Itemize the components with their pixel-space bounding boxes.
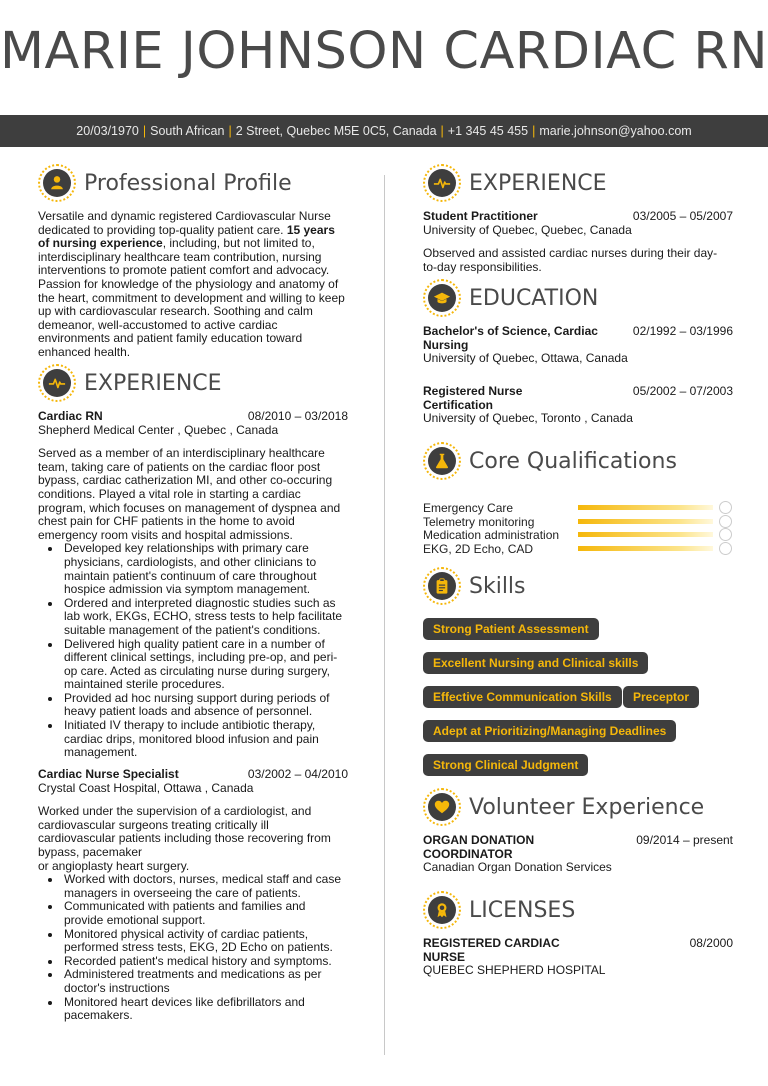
birth-date: 20/03/1970 (76, 124, 139, 138)
volunteer-entry (423, 834, 733, 875)
section-title: EDUCATION (469, 285, 599, 311)
person-icon (43, 169, 71, 197)
job-org: Crystal Coast Hospital, Ottawa , Canada (38, 780, 254, 795)
job-summary: Observed and assisted cardiac nurses during their day-to-day responsibilities. (423, 246, 718, 274)
education-dates: 02/1992 – 03/1996 (632, 324, 733, 338)
skill-tag: Effective Communication Skills (423, 686, 622, 708)
degree-title: Registered Nurse Certification (423, 384, 523, 412)
education-dates: 05/2002 – 07/2003 (632, 384, 733, 398)
qualification-label: EKG, 2D Echo, CAD (423, 541, 534, 556)
flask-icon (428, 447, 456, 475)
job-dates: 03/2002 – 04/2010 (247, 767, 348, 781)
job-header (38, 768, 348, 782)
degree-title: Bachelor's of Science, Cardiac Nursing (423, 324, 598, 352)
list-item: • Administered treatments and medications as per doctor's instructions (62, 968, 348, 995)
profile-summary (38, 210, 348, 360)
list-item: • Provided ad hoc nursing support during periods of heavy patient loads and absence of personnel. (62, 692, 348, 719)
qualification-end-dot (719, 528, 732, 541)
qualifications-heading (423, 441, 677, 481)
skill-tag: Strong Clinical Judgment (423, 754, 588, 776)
licenses-heading (423, 890, 575, 930)
job-org: University of Quebec, Quebec, Canada (423, 222, 632, 237)
education-entry (423, 385, 733, 426)
qualification-row (423, 528, 733, 542)
education-entry (423, 325, 733, 366)
separator: | (440, 124, 444, 138)
heart-icon (428, 793, 456, 821)
qualifications-list (423, 501, 733, 561)
skill-tag: Strong Patient Assessment (423, 618, 599, 640)
list-item: • Monitored physical activity of cardiac patients, performed stress tests, EKG, 2D Echo on patients. (62, 928, 348, 955)
qualification-bar (578, 505, 713, 510)
volunteer-org: Canadian Organ Donation Services (423, 860, 612, 875)
job-dates: 03/2005 – 05/2007 (632, 209, 733, 223)
list-item: • Monitored heart devices like defibrillators and pacemakers. (62, 996, 348, 1023)
job-bullets (62, 873, 348, 1023)
license-title: REGISTERED CARDIAC NURSE (423, 936, 560, 964)
qualification-row (423, 501, 733, 515)
heartbeat-icon (43, 369, 71, 397)
qualification-label: Emergency Care (423, 501, 514, 515)
section-title: EXPERIENCE (84, 370, 222, 396)
list-item: • Delivered high quality patient care in a number of different clinical settings, including pre-op, and peri-op care. Acted as circulating nurse during surgery, maintained sterile procedures. (62, 638, 348, 692)
qualification-bar (578, 546, 713, 551)
profile-text: , including, but not limited to, interdisciplinary healthcare team contribution, nursing interventions to promote patient comfort and advocacy. Passion for knowledge of the physiology and anatomy of the heart, commitment to development and willing to keep up with cardiovascular research. Soothing and calm demeanor, well-accustomed to active cardiac environments and patient family education toward enhanced health. (38, 236, 345, 359)
profile-text: Versatile and dynamic registered Cardiovascular Nurse dedicated to providing top-quality patient care. (38, 209, 331, 237)
skill-tag: Adept at Prioritizing/Managing Deadlines (423, 720, 676, 742)
job-title: Student Practitioner (423, 209, 538, 223)
education-header (423, 325, 733, 352)
license-dates: 08/2000 (689, 936, 733, 950)
license-entry (423, 937, 733, 978)
job-entry (423, 210, 733, 274)
job-entry (38, 768, 348, 1023)
job-title: Cardiac RN (38, 409, 103, 423)
job-bullets (62, 542, 348, 760)
separator: | (228, 124, 232, 138)
list-item: • Communicated with patients and families and provide emotional support. (62, 900, 348, 927)
experience-heading (38, 363, 222, 403)
experience-icon-ring (423, 164, 461, 202)
list-item: • Initiated IV therapy to include antibiotic therapy, cardiac drips, monitored blood infusion and pain management. (62, 719, 348, 760)
profile-icon-ring (38, 164, 76, 202)
volunteer-heading (423, 787, 704, 827)
section-title: LICENSES (469, 897, 576, 923)
qualification-bar (578, 532, 713, 537)
list-item: • Developed key relationships with primary care physicians, cardiologists, and other clinicians to maintain patient's continuum of care throughout hospice admission via symptom management. (62, 542, 348, 596)
licenses-icon-ring (423, 891, 461, 929)
skill-tag: Excellent Nursing and Clinical skills (423, 652, 648, 674)
email[interactable]: marie.johnson@yahoo.com (539, 124, 692, 138)
column-divider (384, 175, 385, 1055)
qualification-end-dot (719, 501, 732, 514)
qualification-label: Telemetry monitoring (423, 514, 535, 529)
skill-tag: Preceptor (623, 686, 699, 708)
list-item: • Worked with doctors, nurses, medical staff and case managers in overseeing the care of patients. (62, 873, 348, 900)
license-header (423, 937, 733, 964)
graduation-cap-icon (428, 284, 456, 312)
contact-bar (0, 115, 768, 147)
section-title: Core Qualifications (469, 448, 677, 474)
job-dates: 08/2010 – 03/2018 (247, 409, 348, 423)
job-summary: Worked under the supervision of a cardiologist, and cardiovascular surgeons treating critically ill cardiovascular patients including those recovering from bypass, pacemaker or angioplasty heart surgery. (38, 804, 331, 873)
skills-icon-ring (423, 567, 461, 605)
skills-heading (423, 566, 526, 606)
education-heading (423, 278, 598, 318)
job-entry (38, 410, 348, 760)
job-summary: Served as a member of an interdisciplinary healthcare team, taking care of patients on the cardiac floor post bypass, cardiac catherization MI, and other co-occuring conditions. Played a vital role in starting a cardiac program, which focuses on management of dyspnea and chest pain for CHF patients in the home to avoid emergency room visits and hospital admissions. (38, 446, 341, 542)
license-org: QUEBEC SHEPHERD HOSPITAL (423, 963, 606, 978)
job-header (38, 410, 348, 424)
job-org: Shepherd Medical Center , Quebec , Canada (38, 422, 279, 437)
list-item: • Recorded patient's medical history and symptoms. (62, 955, 348, 969)
award-icon (428, 896, 456, 924)
qualification-end-dot (719, 515, 732, 528)
section-title: Skills (469, 573, 526, 599)
section-title: EXPERIENCE (469, 170, 607, 196)
resume-name: MARIE JOHNSON CARDIAC RN (0, 22, 768, 81)
education-icon-ring (423, 279, 461, 317)
separator: | (142, 124, 147, 138)
qualification-label: Medication administration (423, 528, 560, 543)
phone[interactable]: +1 345 45 455 (447, 124, 529, 138)
qualification-row (423, 542, 733, 556)
volunteer-header (423, 834, 733, 861)
nationality: South African (150, 124, 225, 138)
clipboard-icon (428, 572, 456, 600)
volunteer-title: ORGAN DONATION COORDINATOR (423, 833, 535, 861)
job-title: Cardiac Nurse Specialist (38, 767, 179, 781)
qualifications-icon-ring (423, 442, 461, 480)
qualification-row (423, 515, 733, 529)
education-org: University of Quebec, Ottawa, Canada (423, 351, 628, 366)
education-org: University of Quebec, Toronto , Canada (423, 411, 633, 426)
experience-heading (423, 163, 607, 203)
section-title: Volunteer Experience (469, 794, 705, 820)
profile-highlight: 15 years of nursing experience (38, 222, 335, 251)
heartbeat-icon (428, 169, 456, 197)
volunteer-icon-ring (423, 788, 461, 826)
volunteer-dates: 09/2014 – present (636, 833, 733, 847)
profile-heading (38, 163, 292, 203)
job-header (423, 210, 733, 224)
section-title: Professional Profile (84, 170, 292, 196)
list-item: • Ordered and interpreted diagnostic studies such as lab work, EKGs, ECHO, stress tests to help facilitate suitable management of the patient's conditions. (62, 597, 348, 638)
separator: | (532, 124, 536, 138)
experience-icon-ring (38, 364, 76, 402)
qualification-end-dot (719, 542, 732, 555)
address: 2 Street, Quebec M5E 0C5, Canada (235, 124, 437, 138)
education-header (423, 385, 733, 412)
qualification-bar (578, 519, 713, 524)
